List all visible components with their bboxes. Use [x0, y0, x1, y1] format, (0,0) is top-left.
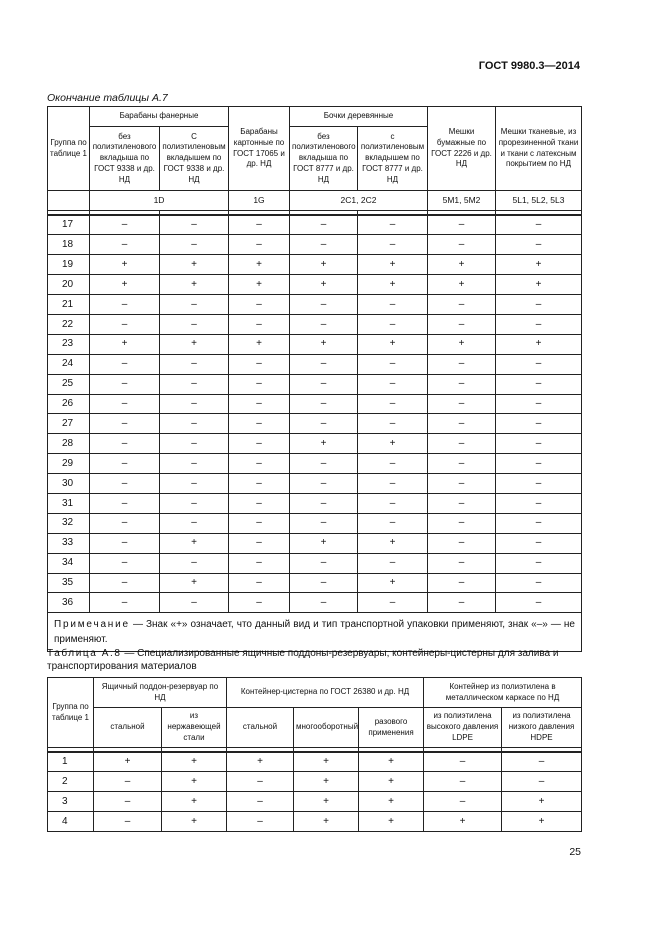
- applicability-cell: –: [496, 235, 582, 255]
- applicability-cell: –: [358, 295, 428, 315]
- applicability-cell: –: [496, 314, 582, 334]
- applicability-cell: +: [90, 275, 160, 295]
- applicability-cell: –: [358, 553, 428, 573]
- applicability-cell: +: [162, 792, 227, 812]
- applicability-cell: –: [358, 593, 428, 613]
- table-a7-note: [48, 613, 582, 652]
- applicability-cell: –: [358, 374, 428, 394]
- applicability-cell: –: [90, 533, 160, 553]
- applicability-cell: –: [424, 792, 502, 812]
- applicability-cell: –: [229, 295, 290, 315]
- note-label: Примечание: [54, 619, 130, 631]
- table-a7-row: [48, 374, 582, 394]
- applicability-cell: –: [229, 354, 290, 374]
- applicability-cell: +: [290, 434, 358, 454]
- applicability-cell: –: [90, 553, 160, 573]
- table-a7-caption: Окончание таблицы А.7: [47, 92, 168, 104]
- a8-header-box-pallet: Ящичный поддон-резервуар по НД: [94, 678, 227, 708]
- table-a7-row: [48, 474, 582, 494]
- applicability-cell: +: [424, 812, 502, 832]
- applicability-cell: +: [290, 334, 358, 354]
- applicability-cell: +: [162, 772, 227, 792]
- header-pd-no-liner: без полиэтиленового вкладыша по ГОСТ 9338 и др. НД: [90, 127, 160, 191]
- applicability-cell: +: [90, 255, 160, 275]
- applicability-cell: –: [428, 374, 496, 394]
- applicability-cell: –: [90, 474, 160, 494]
- code-1g: 1G: [229, 191, 290, 211]
- applicability-cell: –: [90, 593, 160, 613]
- applicability-cell: –: [290, 513, 358, 533]
- applicability-cell: –: [229, 533, 290, 553]
- header-wb-no-liner: без полиэтиленового вкладыша по ГОСТ 8777 и др. НД: [290, 127, 358, 191]
- applicability-cell: +: [229, 334, 290, 354]
- applicability-cell: –: [428, 434, 496, 454]
- group-number-cell: 36: [48, 593, 90, 613]
- table-a7-row: [48, 394, 582, 414]
- applicability-cell: –: [424, 772, 502, 792]
- group-number-cell: 1: [48, 752, 94, 772]
- applicability-cell: –: [428, 493, 496, 513]
- header-wooden-barrels: Бочки деревянные: [290, 107, 428, 127]
- applicability-cell: +: [496, 255, 582, 275]
- table-a8-label: Таблица А.8: [47, 648, 122, 659]
- applicability-cell: +: [229, 255, 290, 275]
- applicability-cell: –: [94, 772, 162, 792]
- applicability-cell: –: [160, 414, 229, 434]
- applicability-cell: –: [229, 553, 290, 573]
- applicability-cell: –: [496, 215, 582, 235]
- group-number-cell: 23: [48, 334, 90, 354]
- applicability-cell: –: [160, 354, 229, 374]
- table-a7-row: [48, 533, 582, 553]
- applicability-cell: –: [160, 434, 229, 454]
- applicability-cell: –: [496, 533, 582, 553]
- header-cardboard-drums: Барабаны картонные по ГОСТ 17065 и др. НД: [229, 107, 290, 191]
- a8-header-tank-container: Контейнер-цистерна по ГОСТ 26380 и др. НД: [227, 678, 424, 708]
- applicability-cell: +: [94, 752, 162, 772]
- applicability-cell: –: [160, 454, 229, 474]
- table-a7-row: [48, 454, 582, 474]
- code-5m: 5M1, 5M2: [428, 191, 496, 211]
- table-a7-row: [48, 434, 582, 454]
- applicability-cell: –: [229, 374, 290, 394]
- applicability-cell: –: [229, 235, 290, 255]
- applicability-cell: +: [160, 573, 229, 593]
- applicability-cell: –: [428, 533, 496, 553]
- group-number-cell: 30: [48, 474, 90, 494]
- applicability-cell: –: [90, 493, 160, 513]
- applicability-cell: +: [162, 812, 227, 832]
- note-text: — Знак «+» означает, что данный вид и тип транспортной упаковки применяют, знак «–» — не применяют.: [54, 619, 575, 646]
- applicability-cell: –: [90, 295, 160, 315]
- applicability-cell: +: [160, 255, 229, 275]
- group-number-cell: 2: [48, 772, 94, 792]
- applicability-cell: +: [160, 275, 229, 295]
- group-number-cell: 32: [48, 513, 90, 533]
- header-group: Группа по таблице 1: [48, 107, 90, 191]
- applicability-cell: +: [359, 772, 424, 792]
- group-number-cell: 22: [48, 314, 90, 334]
- applicability-cell: –: [428, 553, 496, 573]
- applicability-cell: –: [90, 215, 160, 235]
- header-paper-bags: Мешки бумажные по ГОСТ 2226 и др. НД: [428, 107, 496, 191]
- applicability-cell: –: [496, 434, 582, 454]
- applicability-cell: –: [496, 374, 582, 394]
- code-1d: 1D: [90, 191, 229, 211]
- group-number-cell: 26: [48, 394, 90, 414]
- applicability-cell: –: [90, 235, 160, 255]
- applicability-cell: +: [227, 752, 294, 772]
- applicability-cell: –: [290, 295, 358, 315]
- applicability-cell: –: [358, 493, 428, 513]
- applicability-cell: +: [358, 275, 428, 295]
- applicability-cell: –: [496, 513, 582, 533]
- applicability-cell: +: [358, 573, 428, 593]
- applicability-cell: –: [428, 354, 496, 374]
- standard-id: ГОСТ 9980.3—2014: [478, 60, 580, 72]
- applicability-cell: –: [358, 513, 428, 533]
- applicability-cell: –: [496, 493, 582, 513]
- table-a7-row: [48, 414, 582, 434]
- applicability-cell: –: [229, 215, 290, 235]
- group-number-cell: 34: [48, 553, 90, 573]
- applicability-cell: –: [496, 354, 582, 374]
- applicability-cell: –: [496, 553, 582, 573]
- table-a8: [47, 677, 582, 832]
- applicability-cell: –: [358, 454, 428, 474]
- applicability-cell: –: [428, 235, 496, 255]
- applicability-cell: +: [229, 275, 290, 295]
- header-textile-bags: Мешки тканевые, из прорезиненной ткани и ткани с латексным покрытием по НД: [496, 107, 582, 191]
- table-a7-row: [48, 255, 582, 275]
- applicability-cell: –: [496, 474, 582, 494]
- applicability-cell: –: [160, 394, 229, 414]
- applicability-cell: –: [428, 314, 496, 334]
- applicability-cell: –: [290, 414, 358, 434]
- applicability-cell: +: [358, 533, 428, 553]
- table-a7-row: [48, 275, 582, 295]
- applicability-cell: –: [227, 772, 294, 792]
- applicability-cell: –: [160, 474, 229, 494]
- header-wb-with-liner: с полиэтиленовым вкладышем по ГОСТ 8777 и др. НД: [358, 127, 428, 191]
- applicability-cell: –: [428, 394, 496, 414]
- a8-header-tc-single: разового применения: [359, 708, 424, 748]
- applicability-cell: –: [290, 235, 358, 255]
- group-number-cell: 21: [48, 295, 90, 315]
- applicability-cell: –: [90, 374, 160, 394]
- applicability-cell: –: [229, 493, 290, 513]
- group-number-cell: 28: [48, 434, 90, 454]
- applicability-cell: –: [502, 772, 582, 792]
- a8-header-pe-hdpe: из полиэтилена низкого давления HDPE: [502, 708, 582, 748]
- header-pd-with-liner: С полиэтиленовым вкладышем по ГОСТ 9338 и др. НД: [160, 127, 229, 191]
- table-a7-row: [48, 334, 582, 354]
- applicability-cell: –: [428, 474, 496, 494]
- applicability-cell: –: [496, 593, 582, 613]
- a8-header-pe-ldpe: из полиэтилена высокого давления LDPE: [424, 708, 502, 748]
- group-number-cell: 17: [48, 215, 90, 235]
- table-a7-row: [48, 235, 582, 255]
- applicability-cell: +: [502, 792, 582, 812]
- applicability-cell: –: [428, 295, 496, 315]
- applicability-cell: –: [358, 235, 428, 255]
- applicability-cell: +: [359, 752, 424, 772]
- applicability-cell: –: [496, 414, 582, 434]
- applicability-cell: –: [160, 314, 229, 334]
- applicability-cell: –: [290, 493, 358, 513]
- applicability-cell: –: [94, 792, 162, 812]
- applicability-cell: –: [496, 394, 582, 414]
- applicability-cell: –: [229, 454, 290, 474]
- group-number-cell: 4: [48, 812, 94, 832]
- a8-header-bp-stainless: из нержавеющей стали: [162, 708, 227, 748]
- applicability-cell: +: [294, 772, 359, 792]
- a8-header-tc-steel: стальной: [227, 708, 294, 748]
- group-number-cell: 25: [48, 374, 90, 394]
- applicability-cell: –: [290, 354, 358, 374]
- applicability-cell: –: [229, 513, 290, 533]
- applicability-cell: –: [90, 454, 160, 474]
- applicability-cell: –: [290, 573, 358, 593]
- applicability-cell: –: [290, 374, 358, 394]
- applicability-cell: –: [358, 354, 428, 374]
- applicability-cell: –: [229, 434, 290, 454]
- applicability-cell: –: [428, 215, 496, 235]
- applicability-cell: –: [496, 573, 582, 593]
- group-number-cell: 24: [48, 354, 90, 374]
- applicability-cell: +: [496, 334, 582, 354]
- applicability-cell: +: [358, 334, 428, 354]
- applicability-cell: –: [428, 454, 496, 474]
- applicability-cell: –: [358, 414, 428, 434]
- applicability-cell: –: [358, 474, 428, 494]
- header-plywood-drums: Барабаны фанерные: [90, 107, 229, 127]
- applicability-cell: –: [90, 434, 160, 454]
- a8-header-pe-container: Контейнер из полиэтилена в металлическом каркасе по НД: [424, 678, 582, 708]
- applicability-cell: +: [290, 533, 358, 553]
- applicability-cell: –: [290, 553, 358, 573]
- applicability-cell: –: [290, 394, 358, 414]
- table-a7-row: [48, 314, 582, 334]
- applicability-cell: –: [160, 215, 229, 235]
- applicability-cell: +: [496, 275, 582, 295]
- applicability-cell: –: [496, 295, 582, 315]
- group-number-cell: 27: [48, 414, 90, 434]
- code-5l: 5L1, 5L2, 5L3: [496, 191, 582, 211]
- applicability-cell: –: [290, 454, 358, 474]
- applicability-cell: +: [428, 334, 496, 354]
- table-a7: [47, 106, 582, 652]
- table-a8-row: [48, 772, 582, 792]
- applicability-cell: –: [496, 454, 582, 474]
- applicability-cell: +: [162, 752, 227, 772]
- page-number: 25: [569, 846, 581, 858]
- applicability-cell: –: [90, 354, 160, 374]
- table-a7-row: [48, 573, 582, 593]
- table-a8-row: [48, 812, 582, 832]
- applicability-cell: –: [160, 593, 229, 613]
- applicability-cell: –: [160, 295, 229, 315]
- applicability-cell: –: [358, 314, 428, 334]
- applicability-cell: –: [227, 792, 294, 812]
- code-2c: 2C1, 2C2: [290, 191, 428, 211]
- applicability-cell: +: [294, 792, 359, 812]
- applicability-cell: –: [229, 593, 290, 613]
- table-a7-row: [48, 215, 582, 235]
- applicability-cell: –: [160, 493, 229, 513]
- applicability-cell: –: [90, 314, 160, 334]
- applicability-cell: +: [290, 255, 358, 275]
- applicability-cell: +: [428, 255, 496, 275]
- applicability-cell: +: [294, 752, 359, 772]
- applicability-cell: –: [290, 314, 358, 334]
- applicability-cell: +: [290, 275, 358, 295]
- table-a7-row: [48, 593, 582, 613]
- applicability-cell: –: [90, 513, 160, 533]
- group-number-cell: 18: [48, 235, 90, 255]
- applicability-cell: –: [160, 553, 229, 573]
- applicability-cell: –: [90, 394, 160, 414]
- applicability-cell: –: [160, 513, 229, 533]
- applicability-cell: +: [428, 275, 496, 295]
- table-a7-row: [48, 493, 582, 513]
- table-a7-row: [48, 354, 582, 374]
- applicability-cell: –: [428, 414, 496, 434]
- table-a7-row: [48, 553, 582, 573]
- applicability-cell: –: [229, 314, 290, 334]
- group-number-cell: 35: [48, 573, 90, 593]
- applicability-cell: –: [90, 573, 160, 593]
- group-number-cell: 29: [48, 454, 90, 474]
- table-a8-caption: [47, 648, 581, 673]
- applicability-cell: +: [160, 533, 229, 553]
- code-empty: [48, 191, 90, 211]
- applicability-cell: –: [428, 573, 496, 593]
- table-a8-row: [48, 752, 582, 772]
- applicability-cell: –: [358, 215, 428, 235]
- group-number-cell: 19: [48, 255, 90, 275]
- applicability-cell: +: [359, 792, 424, 812]
- applicability-cell: +: [358, 434, 428, 454]
- applicability-cell: +: [160, 334, 229, 354]
- applicability-cell: –: [358, 394, 428, 414]
- applicability-cell: –: [94, 812, 162, 832]
- table-a7-row: [48, 295, 582, 315]
- applicability-cell: –: [290, 593, 358, 613]
- table-a8-row: [48, 792, 582, 812]
- applicability-cell: –: [290, 215, 358, 235]
- a8-header-bp-steel: стальной: [94, 708, 162, 748]
- a8-header-tc-reusable: многооборотный: [294, 708, 359, 748]
- applicability-cell: –: [227, 812, 294, 832]
- group-number-cell: 3: [48, 792, 94, 812]
- applicability-cell: +: [358, 255, 428, 275]
- applicability-cell: –: [229, 414, 290, 434]
- a8-header-group: Группа по таблице 1: [48, 678, 94, 748]
- applicability-cell: –: [229, 474, 290, 494]
- applicability-cell: –: [229, 573, 290, 593]
- applicability-cell: –: [424, 752, 502, 772]
- applicability-cell: –: [502, 752, 582, 772]
- applicability-cell: –: [90, 414, 160, 434]
- applicability-cell: –: [160, 374, 229, 394]
- group-number-cell: 33: [48, 533, 90, 553]
- applicability-cell: –: [428, 513, 496, 533]
- table-a7-row: [48, 513, 582, 533]
- group-number-cell: 20: [48, 275, 90, 295]
- applicability-cell: +: [359, 812, 424, 832]
- applicability-cell: +: [90, 334, 160, 354]
- applicability-cell: –: [428, 593, 496, 613]
- applicability-cell: –: [229, 394, 290, 414]
- applicability-cell: –: [290, 474, 358, 494]
- applicability-cell: –: [160, 235, 229, 255]
- table-a8-title: — Специализированные ящичные поддоны-резервуары, контейнеры-цистерны для залива и транспортирования материалов: [47, 648, 559, 672]
- applicability-cell: +: [294, 812, 359, 832]
- applicability-cell: +: [502, 812, 582, 832]
- group-number-cell: 31: [48, 493, 90, 513]
